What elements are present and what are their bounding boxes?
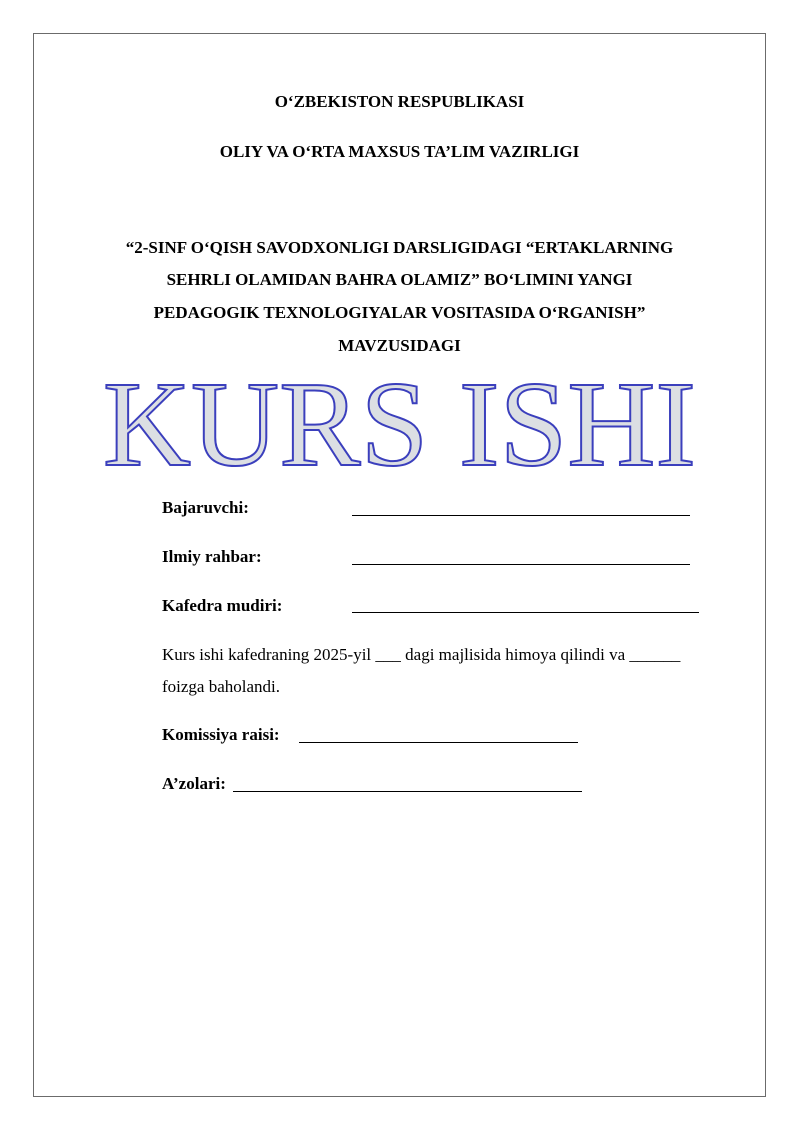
commission-members-label: A’zolari:	[162, 774, 226, 793]
topic-line-4: MAVZUSIDAGI	[338, 336, 461, 355]
defense-statement-line-1: Kurs ishi kafedraning 2025-yil ___ dagi majlisida himoya qilindi va ______	[162, 645, 681, 664]
topic-line-1: “2-SINF O‘QISH SAVODXONLIGI DARSLIGIDAGI “ERTAKLARNING	[125, 238, 674, 257]
topic-line-3: PEDAGOGIK TEXNOLOGIYALAR VOSITASIDA O‘RGANISH”	[153, 303, 646, 322]
head-of-department-label: Kafedra mudiri:	[162, 596, 283, 615]
commission-chair-label: Komissiya raisi:	[162, 725, 280, 744]
page-border	[33, 33, 766, 1097]
supervisor-label: Ilmiy rahbar:	[162, 547, 262, 566]
head-signature-line	[352, 612, 699, 613]
ministry-heading: OLIY VA O‘RTA MAXSUS TA’LIM VAZIRLIGI	[219, 142, 580, 161]
executor-label: Bajaruvchi:	[162, 498, 249, 517]
republic-heading: O‘ZBEKISTON RESPUBLIKASI	[274, 92, 525, 111]
defense-statement-line-2: foizga baholandi.	[162, 677, 281, 696]
document-title: KURS ISHI	[102, 357, 697, 492]
commission-members-signature-line	[233, 791, 582, 792]
commission-chair-signature-line	[299, 742, 578, 743]
topic-line-2: SEHRLI OLAMIDAN BAHRA OLAMIZ” BO‘LIMINI YANGI	[166, 270, 633, 289]
executor-signature-line	[352, 515, 690, 516]
supervisor-signature-line	[352, 564, 690, 565]
